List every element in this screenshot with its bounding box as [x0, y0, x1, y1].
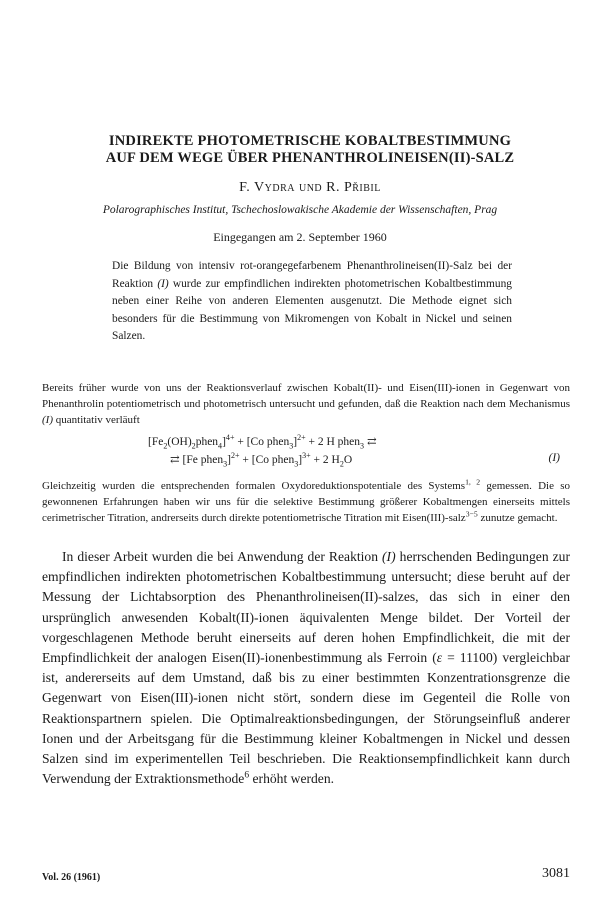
eq-sub: 3 — [289, 441, 294, 451]
eq-part: ⇄ [Fe phen — [170, 454, 224, 466]
eq-sub: 2 — [163, 441, 168, 451]
eq-part: O — [343, 454, 353, 466]
paper-title-line-1: INDIREKTE PHOTOMETRISCHE KOBALTBESTIMMUNG — [108, 133, 512, 149]
intro-text-1: Bereits früher wurde von uns der Reaktionsverlauf zwischen Kobalt(II)- und Eisen(III)-ionen in Gegenwart von Phenanthrolin potentiometrisch und photometrisch untersucht und gefunden, daß die Reaktion nach dem Mechanismus — [42, 382, 570, 410]
eq-sub: 3 — [294, 459, 299, 469]
paper-title-line-2: AUF DEM WEGE ÜBER PHENANTHROLINEISEN(II)-SALZ — [105, 150, 515, 166]
intro-reaction-ref: (I) — [42, 414, 53, 426]
eq-part: + [Co phen — [239, 454, 295, 466]
main-text-2: herrschenden Bedingungen zur empfindlichen indirekten photometrischen Kobaltbestimmung untersucht; diese beruht auf der Messung der Lichtabsorption des Phenanthrolineisen(II)-salzes, das sich in einer den ursprünglich anwesenden Kobalt(II)-ionen äquivalenten Menge bildet. Der Vorteil der vorgeschlagenen Methode beruht einerseits auf deren hohen Empfindlichkeit, die mit der Empfindlichkeit der analogen Eisen(II)-ionenbestimmung als Ferroin ( — [42, 549, 570, 666]
equation-number: (I) — [548, 452, 560, 464]
main-body — [42, 547, 570, 789]
abstract — [112, 258, 512, 346]
intro-paragraph — [42, 380, 570, 428]
authors: F. Vydra und R. Přibil — [239, 180, 381, 195]
eq-sup: 2+ — [230, 451, 240, 461]
journal-volume: Vol. 26 (1961) — [42, 872, 101, 883]
eq-part: ⇄ — [364, 436, 377, 448]
eq-sup: 4+ — [225, 433, 235, 443]
intro-text-2: quantitativ verläuft — [53, 414, 140, 426]
main-paragraph — [42, 547, 570, 789]
eq-part: ] — [227, 454, 231, 466]
eq-part: [Fe — [148, 436, 164, 448]
eq-sub: 3 — [223, 459, 228, 469]
eq-part: (OH) — [167, 436, 192, 448]
eq-part: phen — [195, 436, 219, 448]
main-text-1: In dieser Arbeit wurden die bei Anwendung der Reaktion — [62, 549, 383, 564]
eq-part: + 2 H — [310, 454, 340, 466]
eq-sub: 4 — [218, 441, 223, 451]
eq-sup: 2+ — [297, 433, 306, 443]
abstract-text-1: Die Bildung von intensiv rot-orangegefarbenem Phenanthrolineisen(II)- — [112, 260, 454, 272]
eq-sub: 2 — [191, 441, 196, 451]
abstract-text-2: Salz bei der Reaktion — [112, 260, 512, 290]
eq-part: + 2 H phen — [305, 436, 361, 448]
eq-part: ] — [298, 454, 303, 466]
received-date: Eingegangen am 2. September 1960 — [213, 230, 387, 244]
eq-part: ] — [293, 436, 298, 448]
affiliation: Polarographisches Institut, Tschechoslowakische Akademie der Wissenschaften, Prag — [102, 204, 498, 216]
eq-sub: 2 — [339, 459, 344, 469]
eq-part: + [Co phen — [234, 436, 290, 448]
eq-part: ] — [222, 436, 226, 448]
page-number: 3081 — [542, 866, 570, 881]
eq-sup: 3+ — [302, 451, 311, 461]
eq-sub: 3 — [360, 441, 365, 451]
second-paragraph — [42, 478, 570, 526]
main-text-4: erhöht werden. — [249, 771, 335, 787]
equation-line-1 — [148, 433, 377, 451]
para2-text-3: zunutze gemacht. — [477, 512, 558, 524]
epsilon-symbol: ε — [436, 650, 443, 666]
equation-line-2 — [170, 451, 353, 469]
citation-ref: 6 — [244, 770, 250, 781]
abstract-text-3: wurde zur empfindlichen indirekten photometrischen Kobaltbestimmung neben einer Reihe von anderen Elementen ausgenutzt. Die Methode eignet sich besonders für die Bestimmung von Mikromengen von Kobalt in Nickel und seinen Salzen. — [112, 277, 512, 342]
main-reaction-ref: (I) — [382, 549, 396, 564]
citation-ref: 3−5 — [465, 509, 478, 519]
citation-ref: 1, 2 — [465, 477, 481, 487]
para2-text-2: gemessen. Die so gewonnenen Erfahrungen haben wir uns für die selektive Bestimmung größerer Kobaltmengen einerseits mittels cerimetrischer Titration, andrerseits durch direkte potentiometrische Titration mit Eisen(III)-salz — [42, 480, 571, 524]
main-text-3: = 11100) vergleichbar ist, andererseits auf dem Umstand, daß bis zu einer bestimmten Konzentrationsgrenze die Gegenwart von Eisen(III)-ionen nicht stört, sondern diese im Gegenteil die Rolle von Reaktionspartnern spielen. Die Optimalreaktionsbedingungen, der Störungseinfluß anderer Ionen und der Arbeitsgang für die Bestimmung kleiner Kobaltmengen in Nickel und dessen Salzen sind im experimentellen Teil beschrieben. Die Reaktionsempfindlichkeit kann durch Verwendung der Extraktionsmethode — [42, 650, 571, 787]
abstract-reaction-ref: (I) — [157, 277, 169, 290]
para2-text-1: Gleichzeitig wurden die entsprechenden formalen Oxydoreduktionspotentiale des Systems — [42, 480, 466, 492]
